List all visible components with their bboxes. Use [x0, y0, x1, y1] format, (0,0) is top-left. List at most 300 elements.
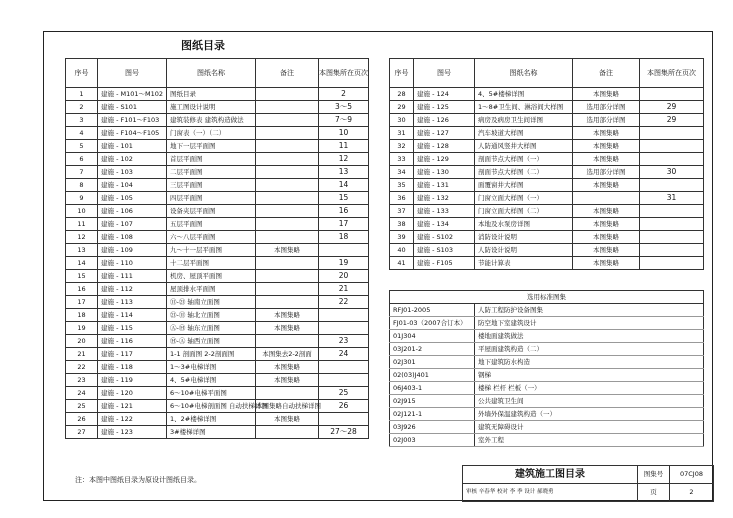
table-row: [66, 114, 369, 127]
row-code: 建施 - S101: [98, 101, 167, 114]
row-page: [319, 322, 369, 335]
row-no: 4: [66, 127, 98, 140]
left-index-table: [65, 58, 369, 439]
row-code: 建施 - S102: [414, 231, 475, 244]
row-code: 建施 - M101～M102: [98, 88, 167, 101]
row-no: 39: [390, 231, 414, 244]
row-code: 建施 - 127: [414, 127, 475, 140]
right-index-table: [389, 58, 704, 447]
row-no: 19: [66, 322, 98, 335]
standard-code: 03J926: [390, 421, 475, 434]
row-code: 建施 - 118: [98, 361, 167, 374]
row-name: 屋顶排水平面图: [167, 283, 256, 296]
standard-row: [390, 434, 704, 447]
table-row: [66, 140, 369, 153]
row-code: 建施 - 117: [98, 348, 167, 361]
row-no: 24: [66, 387, 98, 400]
row-page: [640, 140, 704, 153]
standard-code: 02J301: [390, 356, 475, 369]
row-page: 27～28: [319, 426, 369, 439]
row-code: 建施 - 120: [98, 387, 167, 400]
row-page: [640, 244, 704, 257]
row-remark: [573, 192, 640, 205]
row-code: 建施 - F105: [414, 257, 475, 270]
row-page: [640, 88, 704, 101]
header-name: 图纸名称: [475, 59, 573, 88]
row-code: 建施 - 101: [98, 140, 167, 153]
row-remark: 本图集略: [256, 322, 319, 335]
standards-title: 选用标准图集: [390, 291, 704, 304]
row-code: 建施 - 119: [98, 374, 167, 387]
row-remark: 本图集略: [573, 218, 640, 231]
table-row: [66, 166, 369, 179]
table-row: [66, 335, 369, 348]
table-row: [66, 283, 369, 296]
row-no: 37: [390, 205, 414, 218]
row-page: 13: [319, 166, 369, 179]
row-code: 建施 - F101～F103: [98, 114, 167, 127]
row-name: 病房及病房卫生间详图: [475, 114, 573, 127]
header-remark: 备注: [256, 59, 319, 88]
row-no: 22: [66, 361, 98, 374]
row-code: 建施 - 109: [98, 244, 167, 257]
row-remark: 本图集略: [256, 244, 319, 257]
table-row: [390, 140, 704, 153]
row-code: 建施 - 130: [414, 166, 475, 179]
row-no: 5: [66, 140, 98, 153]
table-row: [66, 257, 369, 270]
row-no: 6: [66, 153, 98, 166]
row-name: 地下一层平面图: [167, 140, 256, 153]
row-remark: [256, 231, 319, 244]
row-no: 30: [390, 114, 414, 127]
row-code: 建施 - 126: [414, 114, 475, 127]
row-page: 7～9: [319, 114, 369, 127]
atlas-label: 图集号: [638, 466, 670, 484]
standard-name: 平屋面建筑构造（二）: [475, 343, 704, 356]
row-name: 二层平面图: [167, 166, 256, 179]
standard-code: 02J915: [390, 395, 475, 408]
row-remark: [256, 127, 319, 140]
title-block-name: 建筑施工图目录: [463, 466, 638, 484]
row-code: 建施 - 121: [98, 400, 167, 413]
row-no: 1: [66, 88, 98, 101]
row-remark: [256, 257, 319, 270]
row-remark: 本图集去2-2剖面: [256, 348, 319, 361]
row-name: 节能计算表: [475, 257, 573, 270]
row-code: 建施 - 133: [414, 205, 475, 218]
row-remark: [256, 283, 319, 296]
table-row: [66, 296, 369, 309]
row-page: 2: [319, 88, 369, 101]
row-name: 三层平面图: [167, 179, 256, 192]
row-no: 26: [66, 413, 98, 426]
table-row: [390, 88, 704, 101]
table-row: [66, 192, 369, 205]
row-code: 建施 - 112: [98, 283, 167, 296]
row-no: 11: [66, 218, 98, 231]
header-page: 本图集所在页次: [640, 59, 704, 88]
row-page: 10: [319, 127, 369, 140]
row-code: 建施 - 122: [98, 413, 167, 426]
row-code: 建施 - 132: [414, 192, 475, 205]
standard-name: 公共建筑卫生间: [475, 395, 704, 408]
row-page: [640, 127, 704, 140]
row-name: 十二层平面图: [167, 257, 256, 270]
row-page: 25: [319, 387, 369, 400]
row-remark: [256, 166, 319, 179]
row-code: 建施 - 111: [98, 270, 167, 283]
row-no: 17: [66, 296, 98, 309]
row-name: Ⓗ-Ⓐ 轴西立面图: [167, 335, 256, 348]
table-row: [390, 166, 704, 179]
row-name: 四层平面图: [167, 192, 256, 205]
row-page: 14: [319, 179, 369, 192]
row-page: [640, 179, 704, 192]
row-remark: [256, 426, 319, 439]
row-name: 1～8#卫生间、淋浴间大样图: [475, 101, 573, 114]
standard-code: RFJ01-2005: [390, 304, 475, 317]
row-name: 人防通风竖井大样图: [475, 140, 573, 153]
header-no: 序号: [66, 59, 98, 88]
row-page: [640, 218, 704, 231]
row-name: 图纸目录: [167, 88, 256, 101]
table-row: [390, 153, 704, 166]
table-row: [390, 218, 704, 231]
row-name: 设备夹层平面图: [167, 205, 256, 218]
row-remark: 本图集略: [573, 179, 640, 192]
standard-code: 02(03)J401: [390, 369, 475, 382]
standard-code: 03J201-2: [390, 343, 475, 356]
page-title: 图纸目录: [181, 39, 225, 52]
row-remark: [256, 296, 319, 309]
row-no: 36: [390, 192, 414, 205]
row-no: 27: [66, 426, 98, 439]
row-code: 建施 - 107: [98, 218, 167, 231]
row-remark: [256, 153, 319, 166]
row-name: 1、2#楼梯详图: [167, 413, 256, 426]
row-name: ⑪-㉑ 轴南立面图: [167, 296, 256, 309]
row-code: 建施 - 104: [98, 179, 167, 192]
row-page: [640, 257, 704, 270]
standard-row: [390, 317, 704, 330]
row-name: 4、5#楼梯详图: [475, 88, 573, 101]
standard-row: [390, 395, 704, 408]
row-name: 剖面节点大样图（一）: [475, 153, 573, 166]
table-row: [66, 270, 369, 283]
standard-name: 楼地面建筑做法: [475, 330, 704, 343]
standard-code: 02J121-1: [390, 408, 475, 421]
row-page: 23: [319, 335, 369, 348]
row-name: 门窗立面大样图（一）: [475, 192, 573, 205]
row-no: 18: [66, 309, 98, 322]
row-page: 11: [319, 140, 369, 153]
row-no: 20: [66, 335, 98, 348]
row-remark: 本图集略自动扶梯详图: [256, 400, 319, 413]
row-page: [319, 413, 369, 426]
table-row: [66, 322, 369, 335]
table-row: [390, 192, 704, 205]
row-code: 建施 - 106: [98, 205, 167, 218]
standard-name: 地下建筑防水构造: [475, 356, 704, 369]
row-code: 建施 - 113: [98, 296, 167, 309]
row-code: 建施 - 103: [98, 166, 167, 179]
row-remark: [256, 205, 319, 218]
row-name: 1-1 剖面图 2-2剖面图: [167, 348, 256, 361]
row-name: 面覆窗井大样图: [475, 179, 573, 192]
row-remark: 本图集略: [573, 231, 640, 244]
row-name: 九～十一层平面图: [167, 244, 256, 257]
title-block: [462, 465, 713, 501]
row-page: 16: [319, 205, 369, 218]
row-no: 14: [66, 257, 98, 270]
row-code: 建施 - 125: [414, 101, 475, 114]
row-no: 38: [390, 218, 414, 231]
row-remark: 选用部分详图: [573, 114, 640, 127]
row-page: 12: [319, 153, 369, 166]
standard-row: [390, 343, 704, 356]
table-row: [66, 374, 369, 387]
row-remark: [256, 114, 319, 127]
row-page: 18: [319, 231, 369, 244]
table-row: [390, 114, 704, 127]
row-no: 13: [66, 244, 98, 257]
row-code: 建施 - 114: [98, 309, 167, 322]
standard-code: 06J403-1: [390, 382, 475, 395]
header-code: 图号: [98, 59, 167, 88]
standard-name: 建筑无障碍设计: [475, 421, 704, 434]
row-name: 剖面节点大样图（二）: [475, 166, 573, 179]
table-row: [390, 179, 704, 192]
row-page: 29: [640, 114, 704, 127]
row-no: 41: [390, 257, 414, 270]
row-page: 19: [319, 257, 369, 270]
standard-row: [390, 408, 704, 421]
row-page: [319, 244, 369, 257]
table-row: [66, 179, 369, 192]
review-row: 审核 辛春华 校对 李 季 设计 郝晓勇: [463, 484, 638, 502]
row-no: 40: [390, 244, 414, 257]
row-code: 建施 - 131: [414, 179, 475, 192]
row-no: 25: [66, 400, 98, 413]
row-code: 建施 - 105: [98, 192, 167, 205]
standard-name: 楼梯 栏杆 栏板（一）: [475, 382, 704, 395]
row-remark: [256, 270, 319, 283]
row-name: 1～3#电梯详图: [167, 361, 256, 374]
table-row: [66, 400, 369, 413]
row-remark: 选用部分详图: [573, 166, 640, 179]
row-name: Ⓐ-Ⓗ 轴东立面图: [167, 322, 256, 335]
table-row: [66, 231, 369, 244]
row-no: 12: [66, 231, 98, 244]
table-row: [66, 348, 369, 361]
row-name: 本地及水泵房详图: [475, 218, 573, 231]
standard-name: 人防工程防护设备图集: [475, 304, 704, 317]
table-row: [390, 205, 704, 218]
row-name: 五层平面图: [167, 218, 256, 231]
row-page: 21: [319, 283, 369, 296]
row-remark: [256, 218, 319, 231]
row-page: [319, 374, 369, 387]
standard-code: FJ01-03（2007合订本）: [390, 317, 475, 330]
atlas-no: 07CJ08: [670, 466, 714, 484]
standard-name: 防空地下室建筑设计: [475, 317, 704, 330]
row-no: 29: [390, 101, 414, 114]
row-code: 建施 - 123: [98, 426, 167, 439]
row-remark: 本图集略: [573, 257, 640, 270]
row-remark: [256, 88, 319, 101]
row-code: 建施 - 108: [98, 231, 167, 244]
table-row: [66, 218, 369, 231]
row-name: 机房、屋顶平面图: [167, 270, 256, 283]
standard-row: [390, 369, 704, 382]
row-remark: [256, 335, 319, 348]
row-remark: [256, 387, 319, 400]
row-no: 7: [66, 166, 98, 179]
row-no: 32: [390, 140, 414, 153]
standard-name: 钢梯: [475, 369, 704, 382]
row-remark: 本图集略: [573, 88, 640, 101]
row-page: 3～5: [319, 101, 369, 114]
standard-code: 01J304: [390, 330, 475, 343]
row-no: 34: [390, 166, 414, 179]
row-remark: [256, 192, 319, 205]
row-no: 10: [66, 205, 98, 218]
row-no: 9: [66, 192, 98, 205]
row-page: [319, 361, 369, 374]
row-page: 20: [319, 270, 369, 283]
row-no: 31: [390, 127, 414, 140]
standard-name: 室外工程: [475, 434, 704, 447]
row-remark: 本图集略: [256, 374, 319, 387]
table-row: [66, 309, 369, 322]
header-remark: 备注: [573, 59, 640, 88]
table-row: [66, 153, 369, 166]
row-code: 建施 - F104～F105: [98, 127, 167, 140]
row-page: [640, 153, 704, 166]
table-row: [66, 361, 369, 374]
table-row: [390, 101, 704, 114]
standard-row: [390, 304, 704, 317]
table-row: [390, 244, 704, 257]
standard-row: [390, 421, 704, 434]
row-remark: 本图集略: [573, 244, 640, 257]
row-name: 消防设计说明: [475, 231, 573, 244]
row-no: 16: [66, 283, 98, 296]
row-no: 3: [66, 114, 98, 127]
table-row: [66, 88, 369, 101]
standard-row: [390, 330, 704, 343]
row-remark: 选用部分详图: [573, 101, 640, 114]
table-row: [390, 231, 704, 244]
row-page: [640, 231, 704, 244]
row-name: 4、5#电梯详图: [167, 374, 256, 387]
row-code: 建施 - 102: [98, 153, 167, 166]
row-name: 6～10#电梯剖面图 自动扶梯详图: [167, 400, 256, 413]
row-remark: [256, 101, 319, 114]
header-no: 序号: [390, 59, 414, 88]
row-name: 六～八层平面图: [167, 231, 256, 244]
row-code: 建施 - S103: [414, 244, 475, 257]
row-page: 15: [319, 192, 369, 205]
row-code: 建施 - 128: [414, 140, 475, 153]
standard-name: 外墙外保温建筑构造（一）: [475, 408, 704, 421]
row-remark: 本图集略: [256, 309, 319, 322]
row-remark: 本图集略: [256, 413, 319, 426]
row-name: 人防设计说明: [475, 244, 573, 257]
row-name: 施工图设计说明: [167, 101, 256, 114]
row-code: 建施 - 110: [98, 257, 167, 270]
row-no: 15: [66, 270, 98, 283]
table-row: [66, 127, 369, 140]
page-no: 2: [670, 484, 714, 502]
row-page: 26: [319, 400, 369, 413]
row-name: 6～10#电梯平面图: [167, 387, 256, 400]
row-no: 8: [66, 179, 98, 192]
row-page: 17: [319, 218, 369, 231]
row-no: 33: [390, 153, 414, 166]
row-code: 建施 - 124: [414, 88, 475, 101]
note: 注：本图中图纸目录为原设计图纸目录。: [75, 476, 201, 484]
table-row: [390, 257, 704, 270]
row-no: 21: [66, 348, 98, 361]
row-page: 29: [640, 101, 704, 114]
row-page: 24: [319, 348, 369, 361]
row-remark: 本图集略: [573, 140, 640, 153]
table-row: [66, 101, 369, 114]
row-page: [319, 309, 369, 322]
table-row: [66, 387, 369, 400]
row-code: 建施 - 134: [414, 218, 475, 231]
row-name: 3#楼梯详图: [167, 426, 256, 439]
page-label: 页: [638, 484, 670, 502]
standard-code: 02J003: [390, 434, 475, 447]
row-name: 门窗立面大样图（二）: [475, 205, 573, 218]
row-page: 31: [640, 192, 704, 205]
row-code: 建施 - 129: [414, 153, 475, 166]
row-no: 2: [66, 101, 98, 114]
row-page: [640, 205, 704, 218]
row-page: 22: [319, 296, 369, 309]
row-remark: 本图集略: [256, 361, 319, 374]
row-remark: 本图集略: [573, 127, 640, 140]
row-page: 30: [640, 166, 704, 179]
row-remark: 本图集略: [573, 205, 640, 218]
header-code: 图号: [414, 59, 475, 88]
table-row: [66, 426, 369, 439]
row-name: 汽车坡道大样图: [475, 127, 573, 140]
row-no: 28: [390, 88, 414, 101]
row-name: 首层平面图: [167, 153, 256, 166]
row-remark: [256, 140, 319, 153]
standard-row: [390, 356, 704, 369]
row-name: 门窗表（一）（二）: [167, 127, 256, 140]
row-no: 23: [66, 374, 98, 387]
header-name: 图纸名称: [167, 59, 256, 88]
table-row: [390, 127, 704, 140]
row-name: ㉑-⑪ 轴北立面图: [167, 309, 256, 322]
row-code: 建施 - 115: [98, 322, 167, 335]
standard-row: [390, 382, 704, 395]
row-remark: [256, 179, 319, 192]
row-code: 建施 - 116: [98, 335, 167, 348]
table-row: [66, 244, 369, 257]
table-row: [66, 205, 369, 218]
header-page: 本图集所在页次: [319, 59, 369, 88]
table-row: [66, 413, 369, 426]
row-remark: 本图集略: [573, 153, 640, 166]
row-no: 35: [390, 179, 414, 192]
